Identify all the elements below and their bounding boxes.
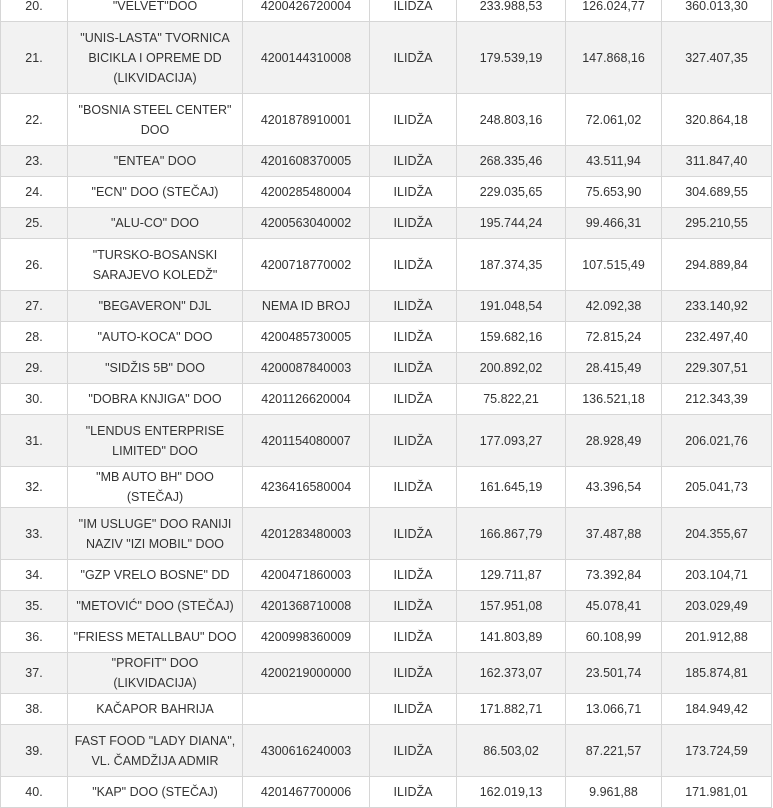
total-amount-cell: 203.104,71: [662, 560, 772, 591]
company-name-line: BICIKLA I OPREME DD: [88, 50, 222, 65]
municipality-cell: ILIDŽA: [370, 208, 457, 239]
total-amount-cell: 229.307,51: [662, 353, 772, 384]
municipality-cell: ILIDŽA: [370, 384, 457, 415]
company-name-line: LIMITED" DOO: [112, 443, 198, 458]
table-row: [1, 777, 772, 808]
amount-cell-1: 171.882,71: [457, 694, 566, 725]
rank-cell: 23.: [1, 146, 68, 177]
company-name-line: "MB AUTO BH" DOO (STEČAJ): [96, 470, 214, 504]
amount-cell-2: 107.515,49: [566, 239, 662, 291]
amount-cell-1: 162.019,13: [457, 777, 566, 808]
rank-cell: 29.: [1, 353, 68, 384]
amount-cell-1: 233.988,53: [457, 0, 566, 22]
company-name-cell: [68, 146, 243, 177]
amount-cell-2: 87.221,57: [566, 725, 662, 777]
total-amount-cell: 232.497,40: [662, 322, 772, 353]
amount-cell-2: 43.511,94: [566, 146, 662, 177]
rank-cell: 27.: [1, 291, 68, 322]
amount-cell-2: 99.466,31: [566, 208, 662, 239]
id-number-cell: 4200144310008: [243, 22, 370, 94]
municipality-cell: ILIDŽA: [370, 777, 457, 808]
amount-cell-2: 136.521,18: [566, 384, 662, 415]
company-name-cell: [68, 591, 243, 622]
id-number-cell: 4201368710008: [243, 591, 370, 622]
amount-cell-2: 28.415,49: [566, 353, 662, 384]
table-row: [1, 415, 772, 467]
company-name-line: "VELVET"DOO: [112, 0, 198, 13]
rank-cell: 30.: [1, 384, 68, 415]
amount-cell-1: 75.822,21: [457, 384, 566, 415]
amount-cell-1: 195.744,24: [457, 208, 566, 239]
id-number-cell: 4300616240003: [243, 725, 370, 777]
amount-cell-1: 129.711,87: [457, 560, 566, 591]
company-name-line: "BEGAVERON" DJL: [98, 299, 212, 313]
rank-cell: 37.: [1, 653, 68, 694]
municipality-cell: ILIDŽA: [370, 22, 457, 94]
municipality-cell: ILIDŽA: [370, 725, 457, 777]
company-name-cell: [68, 322, 243, 353]
company-name-line: "ENTEA" DOO: [113, 154, 197, 168]
municipality-cell: ILIDŽA: [370, 653, 457, 694]
company-name-line: "BOSNIA STEEL CENTER": [78, 102, 232, 117]
company-name-line: "SIDŽIS 5B" DOO: [105, 361, 205, 375]
rank-cell: 24.: [1, 177, 68, 208]
total-amount-cell: 204.355,67: [662, 508, 772, 560]
municipality-cell: ILIDŽA: [370, 508, 457, 560]
company-name-cell: [68, 22, 243, 94]
id-number-cell: 4200485730005: [243, 322, 370, 353]
municipality-cell: ILIDŽA: [370, 353, 457, 384]
id-number-cell: 4200563040002: [243, 208, 370, 239]
total-amount-cell: 201.912,88: [662, 622, 772, 653]
company-name-cell: [68, 777, 243, 808]
id-number-cell: 4201154080007: [243, 415, 370, 467]
id-number-cell: 4200471860003: [243, 560, 370, 591]
rank-cell: 38.: [1, 694, 68, 725]
total-amount-cell: 304.689,55: [662, 177, 772, 208]
table-row: [1, 322, 772, 353]
rank-cell: 39.: [1, 725, 68, 777]
id-number-cell: NEMA ID BROJ: [243, 291, 370, 322]
id-number-cell: 4200426720004: [243, 0, 370, 22]
company-name-line: "METOVIĆ" DOO (STEČAJ): [76, 599, 234, 613]
total-amount-cell: 184.949,42: [662, 694, 772, 725]
table-row: [1, 0, 772, 22]
rank-cell: 36.: [1, 622, 68, 653]
company-name-line: "FRIESS METALLBAU" DOO: [73, 630, 237, 644]
company-name-cell: [68, 384, 243, 415]
table-row: [1, 146, 772, 177]
amount-cell-2: 72.061,02: [566, 94, 662, 146]
company-name-line: "ALU-CO" DOO: [110, 216, 200, 230]
company-name-line: DOO: [140, 122, 170, 137]
amount-cell-2: 13.066,71: [566, 694, 662, 725]
municipality-cell: ILIDŽA: [370, 415, 457, 467]
total-amount-cell: 185.874,81: [662, 653, 772, 694]
total-amount-cell: 233.140,92: [662, 291, 772, 322]
amount-cell-1: 248.803,16: [457, 94, 566, 146]
id-number-cell: 4200285480004: [243, 177, 370, 208]
company-name-line: FAST FOOD "LADY DIANA",: [74, 733, 236, 748]
table-row: [1, 177, 772, 208]
municipality-cell: ILIDŽA: [370, 622, 457, 653]
amount-cell-2: 28.928,49: [566, 415, 662, 467]
total-amount-cell: 294.889,84: [662, 239, 772, 291]
id-number-cell: 4201126620004: [243, 384, 370, 415]
rank-cell: 32.: [1, 467, 68, 508]
id-number-cell: 4200087840003: [243, 353, 370, 384]
company-name-cell: [68, 239, 243, 291]
company-name-line: NAZIV "IZI MOBIL" DOO: [85, 536, 225, 551]
amount-cell-2: 42.092,38: [566, 291, 662, 322]
company-name-line: "PROFIT" DOO (LIKVIDACIJA): [111, 656, 199, 690]
amount-cell-1: 187.374,35: [457, 239, 566, 291]
company-name-line: "UNIS-LASTA" TVORNICA: [80, 30, 230, 45]
municipality-cell: ILIDŽA: [370, 322, 457, 353]
table-row: [1, 653, 772, 694]
total-amount-cell: 205.041,73: [662, 467, 772, 508]
municipality-cell: ILIDŽA: [370, 239, 457, 291]
rank-cell: 33.: [1, 508, 68, 560]
company-name-line: SARAJEVO KOLEDŽ": [92, 267, 218, 282]
id-number-cell: 4200718770002: [243, 239, 370, 291]
rank-cell: 31.: [1, 415, 68, 467]
municipality-cell: ILIDŽA: [370, 177, 457, 208]
table-body: [1, 0, 772, 808]
municipality-cell: ILIDŽA: [370, 694, 457, 725]
total-amount-cell: 320.864,18: [662, 94, 772, 146]
id-number-cell: 4201608370005: [243, 146, 370, 177]
amount-cell-1: 191.048,54: [457, 291, 566, 322]
amount-cell-1: 200.892,02: [457, 353, 566, 384]
company-name-line: "GZP VRELO BOSNE" DD: [80, 568, 230, 582]
amount-cell-2: 73.392,84: [566, 560, 662, 591]
amount-cell-2: 9.961,88: [566, 777, 662, 808]
amount-cell-1: 268.335,46: [457, 146, 566, 177]
total-amount-cell: 206.021,76: [662, 415, 772, 467]
total-amount-cell: 171.981,01: [662, 777, 772, 808]
id-number-cell: 4201283480003: [243, 508, 370, 560]
company-name-cell: [68, 94, 243, 146]
municipality-cell: ILIDŽA: [370, 146, 457, 177]
amount-cell-1: 229.035,65: [457, 177, 566, 208]
amount-cell-2: 147.868,16: [566, 22, 662, 94]
total-amount-cell: 311.847,40: [662, 146, 772, 177]
company-name-cell: [68, 508, 243, 560]
municipality-cell: ILIDŽA: [370, 291, 457, 322]
id-number-cell: 4201467700006: [243, 777, 370, 808]
company-name-line: "AUTO-KOCA" DOO: [97, 330, 213, 344]
rank-cell: 25.: [1, 208, 68, 239]
company-name-cell: [68, 208, 243, 239]
id-number-cell: [243, 694, 370, 725]
amount-cell-1: 179.539,19: [457, 22, 566, 94]
amount-cell-2: 43.396,54: [566, 467, 662, 508]
company-name-cell: [68, 353, 243, 384]
total-amount-cell: 360.013,30: [662, 0, 772, 22]
company-name-cell: [68, 0, 243, 22]
company-name-line: "IM USLUGE" DOO RANIJI: [78, 516, 232, 531]
total-amount-cell: 203.029,49: [662, 591, 772, 622]
table-row: [1, 560, 772, 591]
rank-cell: 21.: [1, 22, 68, 94]
table-row: [1, 291, 772, 322]
company-name-line: "KAP" DOO (STEČAJ): [92, 785, 218, 799]
company-name-cell: [68, 560, 243, 591]
rank-cell: 28.: [1, 322, 68, 353]
table-row: [1, 508, 772, 560]
table-row: [1, 208, 772, 239]
company-name-cell: [68, 291, 243, 322]
rank-cell: 26.: [1, 239, 68, 291]
municipality-cell: ILIDŽA: [370, 591, 457, 622]
municipality-cell: ILIDŽA: [370, 94, 457, 146]
amount-cell-1: 161.645,19: [457, 467, 566, 508]
amount-cell-2: 45.078,41: [566, 591, 662, 622]
company-name-line: VL. ČAMDŽIJA ADMIR: [91, 753, 219, 768]
amount-cell-1: 141.803,89: [457, 622, 566, 653]
company-name-cell: [68, 622, 243, 653]
total-amount-cell: 295.210,55: [662, 208, 772, 239]
rank-cell: 35.: [1, 591, 68, 622]
company-name-cell: [68, 725, 243, 777]
amount-cell-1: 159.682,16: [457, 322, 566, 353]
company-name-line: "TURSKO-BOSANSKI: [92, 247, 218, 262]
amount-cell-2: 72.815,24: [566, 322, 662, 353]
amount-cell-1: 177.093,27: [457, 415, 566, 467]
total-amount-cell: 173.724,59: [662, 725, 772, 777]
table-row: [1, 22, 772, 94]
table-row: [1, 94, 772, 146]
company-name-cell: [68, 467, 243, 508]
id-number-cell: 4200998360009: [243, 622, 370, 653]
total-amount-cell: 212.343,39: [662, 384, 772, 415]
rank-cell: 22.: [1, 94, 68, 146]
amount-cell-2: 60.108,99: [566, 622, 662, 653]
table-row: [1, 239, 772, 291]
company-name-cell: [68, 694, 243, 725]
amount-cell-2: 126.024,77: [566, 0, 662, 22]
company-name-line: "LENDUS ENTERPRISE: [85, 423, 225, 438]
id-number-cell: 4236416580004: [243, 467, 370, 508]
amount-cell-2: 75.653,90: [566, 177, 662, 208]
company-name-cell: [68, 177, 243, 208]
amount-cell-1: 157.951,08: [457, 591, 566, 622]
company-name-line: "DOBRA KNJIGA" DOO: [88, 392, 222, 406]
rank-cell: 34.: [1, 560, 68, 591]
company-name-line: (LIKVIDACIJA): [113, 70, 197, 85]
company-name-line: "ECN" DOO (STEČAJ): [91, 185, 219, 199]
amount-cell-2: 37.487,88: [566, 508, 662, 560]
municipality-cell: ILIDŽA: [370, 467, 457, 508]
total-amount-cell: 327.407,35: [662, 22, 772, 94]
amount-cell-2: 23.501,74: [566, 653, 662, 694]
municipality-cell: ILIDŽA: [370, 560, 457, 591]
id-number-cell: 4201878910001: [243, 94, 370, 146]
table-row: [1, 353, 772, 384]
company-name-line: KAČAPOR BAHRIJA: [96, 702, 214, 716]
company-name-cell: [68, 415, 243, 467]
amount-cell-1: 86.503,02: [457, 725, 566, 777]
rank-cell: 40.: [1, 777, 68, 808]
rank-cell: 20.: [1, 0, 68, 22]
id-number-cell: 4200219000000: [243, 653, 370, 694]
table-row: [1, 725, 772, 777]
table-row: [1, 694, 772, 725]
company-name-cell: [68, 653, 243, 694]
table-row: [1, 591, 772, 622]
amount-cell-1: 162.373,07: [457, 653, 566, 694]
amount-cell-1: 166.867,79: [457, 508, 566, 560]
table-row: [1, 622, 772, 653]
table-row: [1, 467, 772, 508]
table-row: [1, 384, 772, 415]
municipality-cell: ILIDŽA: [370, 0, 457, 22]
